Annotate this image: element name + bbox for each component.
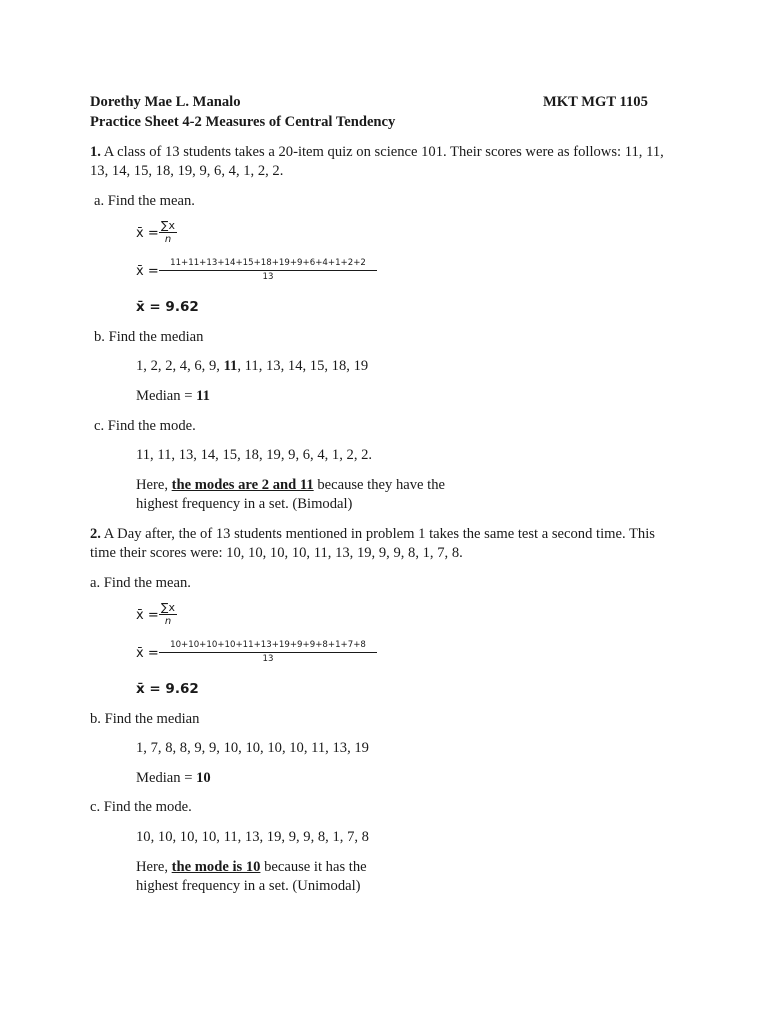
problem1-mean-result: x̄ = 9.62 — [136, 299, 199, 315]
calc-numerator: 10+10+10+10+11+13+19+9+9+8+1+7+8 — [170, 640, 366, 650]
calc-numerator: 11+11+13+14+15+18+19+9+6+4+1+2+2 — [170, 258, 366, 268]
problem2-formula-fraction — [159, 601, 177, 628]
problem1-calc-fraction — [159, 257, 377, 284]
problem1-formula-lhs: x̄ = — [136, 226, 159, 241]
problem1-text-line2: 13, 14, 15, 18, 19, 9, 6, 4, 1, 2, 2. — [90, 163, 284, 179]
problem2-calc-lhs: x̄ = — [136, 646, 159, 661]
problem1-mode-list: 11, 11, 13, 14, 15, 18, 19, 9, 6, 4, 1, 2, 2. — [136, 447, 373, 463]
problem1-a-label: a. Find the mean. — [94, 193, 195, 209]
problem2-mode-list: 10, 10, 10, 10, 11, 13, 19, 9, 9, 8, 1, 7, 8 — [136, 829, 369, 845]
problem2-mode-answer-line2: highest frequency in a set. (Unimodal) — [136, 878, 361, 894]
problem2-c-label: c. Find the mode. — [90, 799, 192, 815]
problem1-formula-fraction — [159, 219, 177, 246]
problem2-b-label: b. Find the median — [90, 711, 200, 727]
problem2-median: Median = 10 — [136, 770, 211, 786]
problem1-median: Median = 11 — [136, 388, 210, 404]
problem2-text-line2: time their scores were: 10, 10, 10, 10, 11, 13, 19, 9, 9, 8, 1, 7, 8. — [90, 545, 463, 561]
problem2-mean-result: x̄ = 9.62 — [136, 681, 199, 697]
n-denominator: n — [164, 616, 172, 627]
problem1-calc-lhs: x̄ = — [136, 264, 159, 279]
problem1-sorted-list: 1, 2, 2, 4, 6, 9, 11, 11, 13, 14, 15, 18, 19 — [136, 358, 369, 374]
calc-denominator: 13 — [262, 654, 274, 664]
sum-x-numerator: ∑x — [161, 601, 175, 614]
sum-x-numerator: ∑x — [161, 219, 175, 232]
sheet-title: Practice Sheet 4-2 Measures of Central Tendency — [90, 114, 396, 130]
problem1-b-label: b. Find the median — [94, 329, 204, 345]
problem2-a-label: a. Find the mean. — [90, 575, 191, 591]
problem1-mode-answer-line2: highest frequency in a set. (Bimodal) — [136, 496, 353, 512]
course-code: MKT MGT 1105 — [543, 94, 648, 110]
problem2-number: 2. — [90, 526, 101, 542]
problem2-mode-answer-line1: Here, the mode is 10 because it has the — [136, 859, 367, 875]
problem1-c-label: c. Find the mode. — [94, 418, 196, 434]
problem2-text-line1: 2. A Day after, the of 13 students mentioned in problem 1 takes the same test a second time. This — [90, 526, 655, 542]
problem1-mode-answer-line1: Here, the modes are 2 and 11 because they have the — [136, 477, 445, 493]
problem1-number: 1. — [90, 144, 101, 160]
n-denominator: n — [164, 234, 172, 245]
author-name: Dorethy Mae L. Manalo — [90, 94, 241, 110]
problem2-formula-lhs: x̄ = — [136, 608, 159, 623]
problem2-sorted-list: 1, 7, 8, 8, 9, 9, 10, 10, 10, 10, 11, 13, 19 — [136, 740, 369, 756]
problem1-text-line1: 1. A class of 13 students takes a 20-item quiz on science 101. Their scores were as follows: 11, 11, — [90, 144, 664, 160]
calc-denominator: 13 — [262, 272, 274, 282]
problem2-calc-fraction — [159, 639, 377, 666]
